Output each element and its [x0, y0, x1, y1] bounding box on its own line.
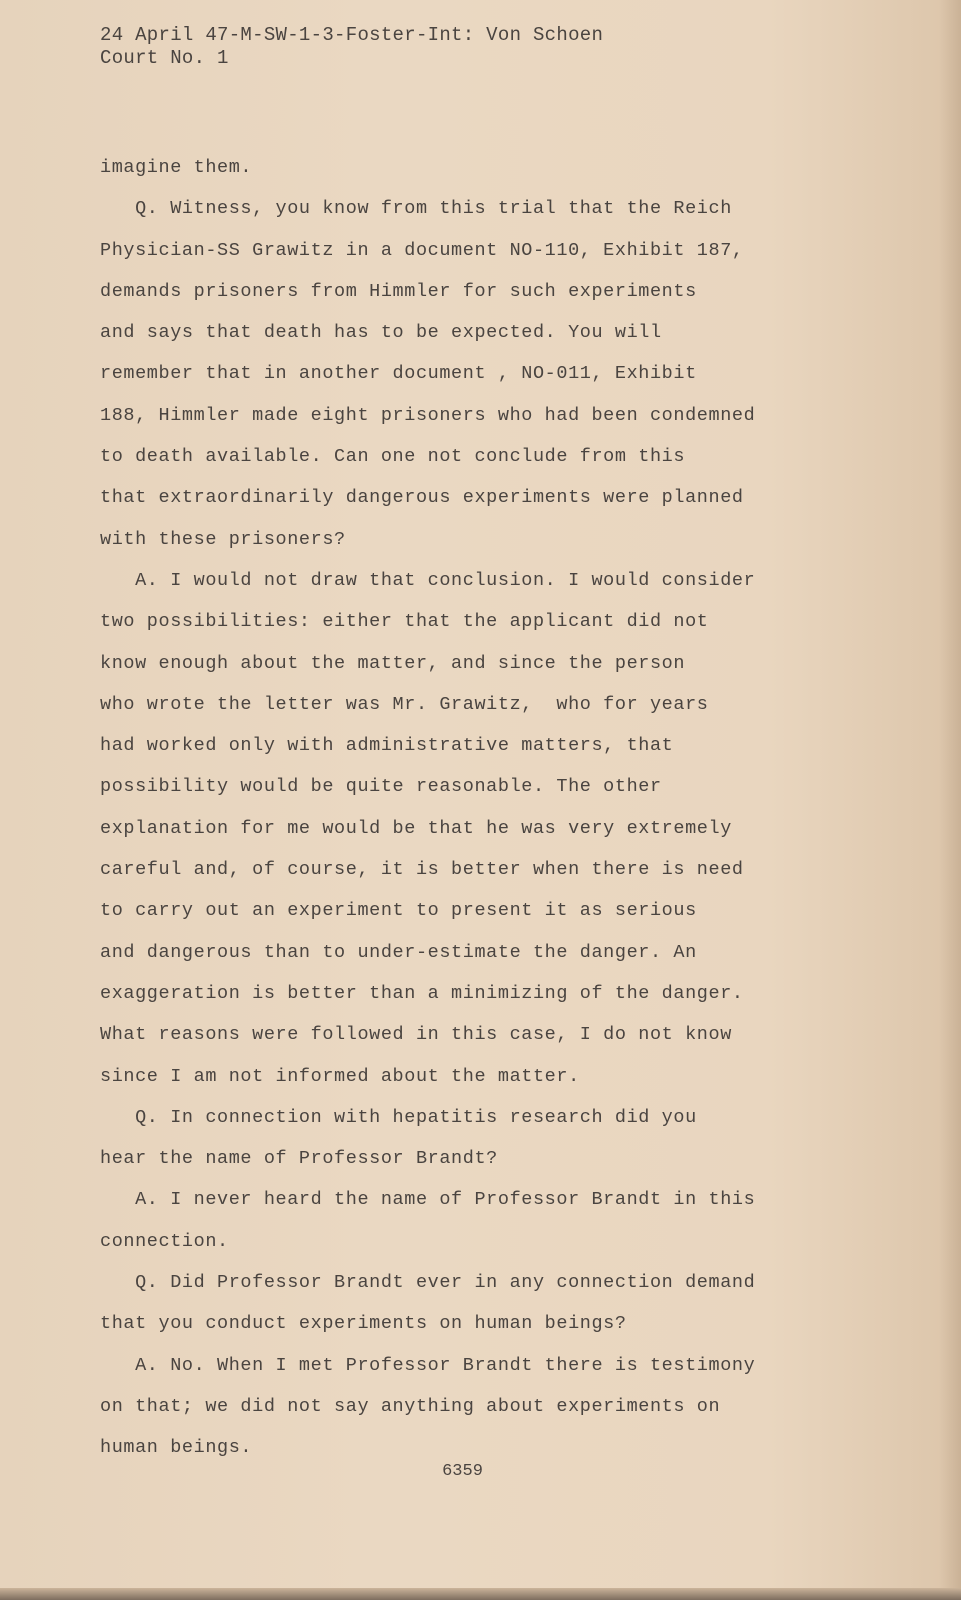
text-line: Physician-SS Grawitz in a document NO-110, Exhibit 187,: [100, 239, 744, 261]
text-line: connection.: [100, 1230, 229, 1252]
text-line: Q. Witness, you know from this trial that the Reich: [100, 198, 732, 220]
text-line: had worked only with administrative matters, that: [100, 735, 674, 757]
text-line: human beings.: [100, 1437, 253, 1459]
text-line: A. No. When I met Professor Brandt there is testimony: [100, 1354, 756, 1376]
header-line-1: 24 April 47-M-SW-1-3-Foster-Int: Von Schoen: [100, 24, 604, 46]
text-line: Q. In connection with hepatitis research did you: [100, 1106, 697, 1128]
text-line: explanation for me would be that he was very extremely: [100, 817, 732, 839]
text-line: careful and, of course, it is better when there is need: [100, 859, 744, 881]
text-line: to death available. Can one not conclude from this: [100, 446, 686, 468]
header-line-2: Court No. 1: [100, 47, 229, 69]
text-line: possibility would be quite reasonable. The other: [100, 776, 662, 798]
text-line: exaggeration is better than a minimizing of the danger.: [100, 982, 744, 1004]
text-line: two possibilities: either that the applicant did not: [100, 611, 709, 633]
page-number: 6359: [442, 1462, 483, 1481]
transcript-body: [100, 147, 820, 1469]
text-line: A. I never heard the name of Professor Brandt in this: [100, 1189, 756, 1211]
text-line: A. I would not draw that conclusion. I would consider: [100, 569, 756, 591]
text-line: and dangerous than to under-estimate the danger. An: [100, 941, 697, 963]
text-line: who wrote the letter was Mr. Grawitz, who for years: [100, 693, 709, 715]
text-line: hear the name of Professor Brandt?: [100, 1148, 498, 1170]
text-line: on that; we did not say anything about experiments on: [100, 1395, 721, 1417]
text-line: and says that death has to be expected. You will: [100, 322, 662, 344]
text-line: Q. Did Professor Brandt ever in any connection demand: [100, 1272, 756, 1294]
text-line: imagine them.: [100, 157, 253, 178]
document-header: [100, 24, 603, 70]
text-line: that extraordinarily dangerous experiments were planned: [100, 487, 744, 509]
text-line: know enough about the matter, and since the person: [100, 652, 686, 674]
text-line: that you conduct experiments on human beings?: [100, 1313, 627, 1335]
text-line: What reasons were followed in this case, I do not know: [100, 1024, 732, 1046]
text-line: since I am not informed about the matter.: [100, 1065, 580, 1087]
text-line: demands prisoners from Himmler for such experiments: [100, 280, 697, 302]
text-line: 188, Himmler made eight prisoners who had been condemned: [100, 404, 756, 426]
text-line: to carry out an experiment to present it as serious: [100, 900, 697, 922]
text-line: with these prisoners?: [100, 528, 346, 550]
text-line: remember that in another document , NO-011, Exhibit: [100, 363, 697, 385]
